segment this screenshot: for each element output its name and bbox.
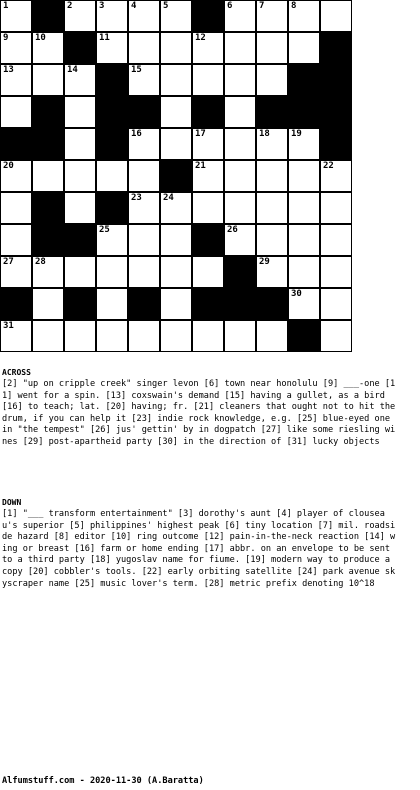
grid-block-cell [320,32,352,64]
clue-number: 14 [67,65,78,75]
grid-cell[interactable] [192,256,224,288]
across-heading: ACROSS [2,368,31,377]
grid-block-cell [128,96,160,128]
clue-number: 31 [3,321,14,331]
grid-cell[interactable] [160,0,192,32]
clue-number: 21 [195,161,206,171]
grid-block-cell [224,256,256,288]
grid-cell[interactable] [128,320,160,352]
grid-block-cell [96,128,128,160]
grid-cell[interactable] [192,64,224,96]
grid-cell[interactable] [32,288,64,320]
grid-block-cell [192,0,224,32]
grid-cell[interactable] [128,256,160,288]
grid-block-cell [288,320,320,352]
grid-cell[interactable] [320,256,352,288]
grid-cell[interactable] [256,32,288,64]
grid-cell[interactable] [96,0,128,32]
grid-cell[interactable] [224,320,256,352]
grid-cell[interactable] [224,224,256,256]
clue-number: 10 [35,33,46,43]
clue-number: 17 [195,129,206,139]
grid-cell[interactable] [0,32,32,64]
grid-cell[interactable] [32,32,64,64]
clue-number: 7 [259,1,265,11]
grid-cell[interactable] [288,192,320,224]
grid-block-cell [64,32,96,64]
grid-cell[interactable] [256,64,288,96]
grid-cell[interactable] [192,192,224,224]
grid-cell[interactable] [256,320,288,352]
grid-block-cell [320,64,352,96]
clue-number: 4 [131,1,137,11]
grid-cell[interactable] [64,256,96,288]
grid-cell[interactable] [192,32,224,64]
grid-cell[interactable] [288,256,320,288]
grid-cell[interactable] [320,160,352,192]
grid-cell[interactable] [0,320,32,352]
grid-cell[interactable] [128,160,160,192]
grid-cell[interactable] [224,128,256,160]
grid-block-cell [160,160,192,192]
grid-cell[interactable] [256,0,288,32]
grid-cell[interactable] [256,128,288,160]
footer-credit: Alfumstuff.com - 2020-11-30 (A.Baratta) [2,776,204,786]
clue-number: 20 [3,161,14,171]
grid-cell[interactable] [160,224,192,256]
clue-number: 5 [163,1,169,11]
clue-number: 12 [195,33,206,43]
grid-block-cell [320,96,352,128]
grid-block-cell [192,288,224,320]
grid-cell[interactable] [288,288,320,320]
grid-block-cell [64,288,96,320]
grid-cell[interactable] [0,0,32,32]
grid-cell[interactable] [96,288,128,320]
grid-block-cell [192,96,224,128]
clue-number: 28 [35,257,46,267]
grid-block-cell [288,64,320,96]
clue-number: 29 [259,257,270,267]
grid-cell[interactable] [32,256,64,288]
grid-cell[interactable] [96,160,128,192]
grid-cell[interactable] [288,224,320,256]
grid-cell[interactable] [64,320,96,352]
grid-cell[interactable] [160,288,192,320]
grid-cell[interactable] [224,192,256,224]
grid-cell[interactable] [128,64,160,96]
grid-block-cell [288,96,320,128]
grid-cell[interactable] [160,96,192,128]
grid-cell[interactable] [64,192,96,224]
grid-cell[interactable] [288,0,320,32]
grid-block-cell [224,288,256,320]
clue-number: 3 [99,1,105,11]
grid-cell[interactable] [224,32,256,64]
clue-number: 6 [227,1,233,11]
down-clues: [1] "___ transform entertainment" [3] dorothy's aunt [4] player of clouseau's superior [5] philippines' highest peak [6] tiny location [7] mil. roadside hazard [8] editor [10] ring outcome [12] pain-in-the-neck reaction [14] wing or breast [16] farm or home ending [17] abbr. on an envelope to be sent to a third party [18] yugoslav name for fiume. [19] modern way to produce a copy [20] cobbler's tools. [22] early orbiting satellite [24] park avenue skyscraper name [25] music lover's term. [28] metric prefix denoting 10^18 [2,509,396,589]
grid-cell[interactable] [224,64,256,96]
grid-block-cell [96,64,128,96]
grid-cell[interactable] [160,320,192,352]
clue-number: 26 [227,225,238,235]
grid-cell[interactable] [0,224,32,256]
grid-cell[interactable] [96,256,128,288]
grid-block-cell [32,0,64,32]
grid-cell[interactable] [32,64,64,96]
grid-cell[interactable] [256,192,288,224]
grid-cell[interactable] [192,160,224,192]
clue-number: 30 [291,289,302,299]
grid-cell[interactable] [288,128,320,160]
grid-block-cell [0,128,32,160]
grid-cell[interactable] [128,224,160,256]
grid-cell[interactable] [320,224,352,256]
grid-cell[interactable] [64,0,96,32]
grid-cell[interactable] [192,320,224,352]
grid-cell[interactable] [0,64,32,96]
grid-block-cell [320,128,352,160]
grid-cell[interactable] [288,32,320,64]
grid-cell[interactable] [288,160,320,192]
clue-number: 27 [3,257,14,267]
grid-block-cell [64,224,96,256]
clue-number: 23 [131,193,142,203]
grid-cell[interactable] [128,32,160,64]
grid-cell[interactable] [160,128,192,160]
grid-cell[interactable] [64,96,96,128]
grid-block-cell [128,288,160,320]
clue-number: 25 [99,225,110,235]
grid-block-cell [32,96,64,128]
across-clues: [2] "up on cripple creek" singer levon [6] town near honolulu [9] ___-one [11] went for a spin. [13] coxswain's demand [15] having a gullet, as a bird [16] to teach; lat. [20] having; fr. [21] cleaners that ought not to hit the drum, if you can help it [23] indie rock knowledge, e.g. [25] blue-eyed one in "the tempest" [26] jus' gettin' by in dogpatch [27] like some riesling wines [29] post-apartheid party [30] in the direction of [31] lucky objects [2,379,396,447]
grid-cell[interactable] [320,288,352,320]
grid-cell[interactable] [224,96,256,128]
clue-number: 18 [259,129,270,139]
grid-cell[interactable] [256,256,288,288]
clue-number: 8 [291,1,297,11]
clue-number: 9 [3,33,9,43]
clue-number: 15 [131,65,142,75]
grid-cell[interactable] [256,160,288,192]
grid-block-cell [96,192,128,224]
clue-number: 16 [131,129,142,139]
grid-cell[interactable] [320,320,352,352]
grid-block-cell [256,288,288,320]
grid-cell[interactable] [160,64,192,96]
grid-cell[interactable] [96,320,128,352]
clue-number: 24 [163,193,174,203]
grid-cell[interactable] [160,192,192,224]
grid-block-cell [256,96,288,128]
grid-block-cell [96,96,128,128]
grid-cell[interactable] [224,160,256,192]
grid-cell[interactable] [0,96,32,128]
grid-cell[interactable] [32,320,64,352]
clue-number: 1 [3,1,9,11]
clue-number: 11 [99,33,110,43]
grid-cell[interactable] [96,224,128,256]
grid-cell[interactable] [32,160,64,192]
grid-block-cell [192,224,224,256]
grid-cell[interactable] [256,224,288,256]
grid-cell[interactable] [64,64,96,96]
clue-number: 19 [291,129,302,139]
clue-number: 22 [323,161,334,171]
clue-number: 2 [67,1,73,11]
grid-cell[interactable] [128,0,160,32]
grid-cell[interactable] [128,192,160,224]
down-heading: DOWN [2,498,22,507]
grid-cell[interactable] [160,256,192,288]
clue-number: 13 [3,65,14,75]
grid-cell[interactable] [96,32,128,64]
grid-cell[interactable] [128,128,160,160]
grid-block-cell [0,288,32,320]
crossword-grid [0,0,353,353]
grid-cell[interactable] [320,0,352,32]
grid-cell[interactable] [64,128,96,160]
grid-cell[interactable] [64,160,96,192]
grid-cell[interactable] [160,32,192,64]
grid-cell[interactable] [0,192,32,224]
grid-cell[interactable] [320,192,352,224]
grid-cell[interactable] [0,160,32,192]
grid-cell[interactable] [192,128,224,160]
grid-cell[interactable] [0,256,32,288]
grid-cell[interactable] [224,0,256,32]
grid-block-cell [32,192,64,224]
grid-block-cell [32,224,64,256]
grid-block-cell [32,128,64,160]
